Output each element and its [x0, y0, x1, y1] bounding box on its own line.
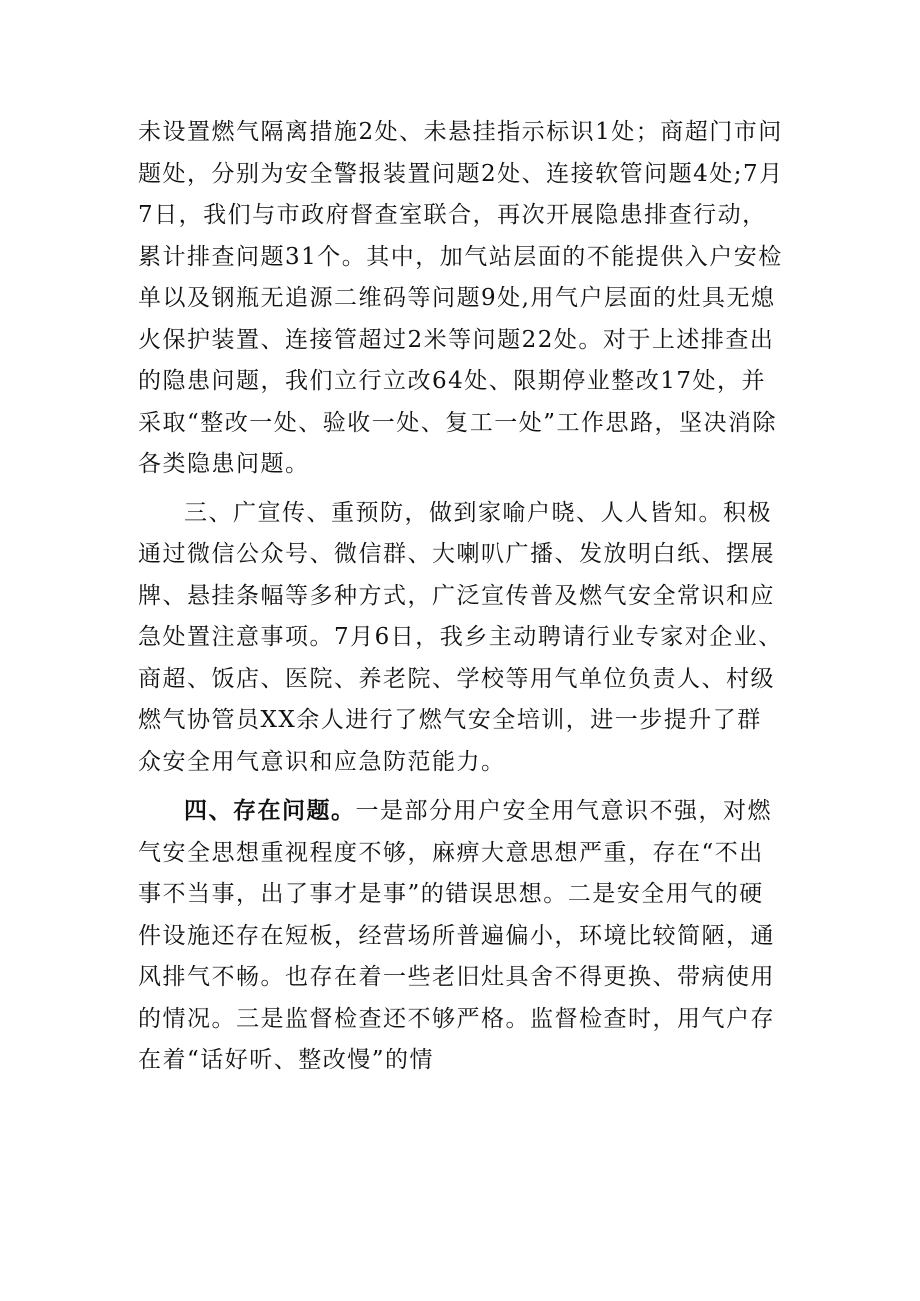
section-heading: 四、存在问题。: [184, 797, 356, 824]
paragraph-existing-problems: [138, 790, 784, 1082]
paragraph-text: 一是部分用户安全用气意识不强，对燃气安全思想重视程度不够，麻痹大意思想严重，存在“不出事不当事，出了事才是事”的错误思想。二是安全用气的硬件设施还存在短板，经营场所普遍偏小，环境比较简陋，通风排气不畅。也存在着一些老旧灶具舍不得更换、带病使用的情况。三是监督检查还不够严格。监督检查时，用气户存在着“话好听、整改慢”的情: [138, 798, 775, 1073]
paragraph-publicity: [138, 493, 784, 784]
paragraph-text: 未设置燃气隔离措施2处、未悬挂指示标识1处；商超门市问题处，分别为安全警报装置问题2处、连接软管问题4处;7月7日，我们与市政府督查室联合，再次开展隐患排查行动，累计排查问题31个。其中，加气站层面的不能提供入户安检单以及钢瓶无追源二维码等问题9处,用气户层面的灶具无熄火保护装置、连接管超过2米等问题22处。对于上述排查出的隐患问题，我们立行立改64处、限期停业整改17处，并采取“整改一处、验收一处、复工一处”工作思路，坚决消除各类隐患问题。: [138, 119, 784, 477]
document-body: [138, 112, 784, 1082]
paragraph-text: 三、广宣传、重预防，做到家喻户晓、人人皆知。积极通过微信公众号、微信群、大喇叭广播、发放明白纸、摆展牌、悬挂条幅等多种方式，广泛宣传普及燃气安全常识和应急处置注意事项。7月6日，我乡主动聘请行业专家对企业、商超、饭店、医院、养老院、学校等用气单位负责人、村级燃气协管员XX余人进行了燃气安全培训，进一步提升了群众安全用气意识和应急防范能力。: [138, 499, 783, 775]
paragraph-hazard-inspection: [138, 112, 784, 486]
